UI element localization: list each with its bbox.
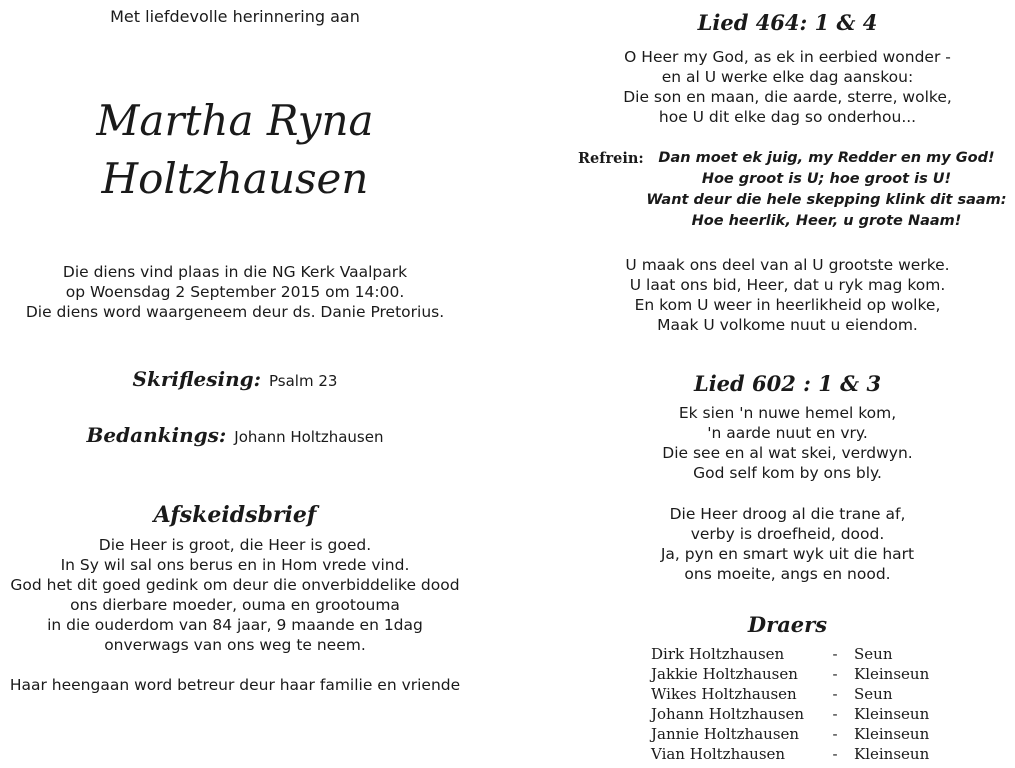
refrain-line: Want deur die hele skepping klink dit saam: [646,192,1007,208]
letter-line: in die ouderdom van 84 jaar, 9 maande en 1dag [47,616,423,634]
thanks-value: Johann Holtzhausen [234,428,384,446]
bearer-dash: - [832,645,838,663]
bearer-row [651,684,929,704]
right-page [560,0,1015,768]
bearer-relation: Seun [854,685,893,703]
letter-line: Die Heer is groot, die Heer is goed. [98,536,372,554]
bearer-name: Johann Holtzhausen [651,705,805,723]
refrain-label: Refrein: [578,150,644,167]
letter-line: ons dierbare moeder, ouma en grootouma [70,596,400,614]
bearer-relation: Kleinseun [854,725,930,743]
verse-line: U laat ons bid, Heer, dat u ryk mag kom. [629,276,946,294]
bearer-dash: - [832,745,838,763]
verse-line: Maak U volkome nuut u eiendom. [657,316,918,334]
bearers-title: Draers [747,612,828,637]
letter-line: In Sy wil sal ons berus en in Hom vrede vind. [60,556,410,574]
bearer-dash: - [832,685,838,703]
bearer-row [651,744,929,764]
verse-line: Die Heer droog al die trane af, [669,505,906,523]
verse-line: En kom U weer in heerlikheid op wolke, [634,296,941,314]
bearer-dash: - [832,705,838,723]
verse-line: 'n aarde nuut en vry. [707,424,868,442]
bearer-name: Jannie Holtzhausen [651,725,800,743]
bearer-dash: - [832,665,838,683]
bearer-name: Wikes Holtzhausen [651,685,797,703]
refrain-line: Hoe heerlik, Heer, u grote Naam! [691,213,962,229]
hymn-2-title: Lied 602 : 1 & 3 [693,371,882,396]
farewell-letter [0,535,470,695]
spacer [0,655,470,675]
thanks [0,423,470,447]
thanks-label: Bedankings: [86,423,227,447]
bearer-row [651,644,929,664]
verse-line: ons moeite, angs en nood. [684,565,891,583]
verse-line: God self kom by ons bly. [693,464,882,482]
reading-label: Skriflesing: [132,367,262,391]
reading-value: Psalm 23 [269,372,338,390]
verse-line: en al U werke elke dag aanskou: [661,68,914,86]
bearer-relation: Kleinseun [854,745,930,763]
service-line: op Woensdag 2 September 2015 om 14:00. [65,283,405,301]
bearer-relation: Seun [854,645,893,663]
bearer-row [651,704,929,724]
verse-line: Die son en maan, die aarde, sterre, wolke, [623,88,952,106]
left-page [0,0,470,768]
closing-line: Haar heengaan word betreur deur haar familie en vriende [9,676,461,694]
bearer-name: Vian Holtzhausen [651,745,786,763]
name-line-2: Holtzhausen [101,154,369,203]
verse-line: hoe U dit elke dag so onderhou... [658,108,917,126]
verse-line: U maak ons deel van al U grootste werke. [625,256,950,274]
farewell-title: Afskeidsbrief [153,502,317,528]
verse-line: Die see en al wat skei, verdwyn. [662,444,913,462]
service-details [0,262,470,322]
intro-text: Met liefdevolle herinnering aan [110,7,360,26]
bearer-name: Jakkie Holtzhausen [651,665,798,683]
hymn-1-verse-1 [560,47,1015,127]
name-line-1: Martha Ryna [96,96,374,145]
hymn-1-title: Lied 464: 1 & 4 [697,10,878,35]
bearer-row [651,664,929,684]
refrain-line: Hoe groot is U; hoe groot is U! [701,171,952,187]
verse-line: O Heer my God, as ek in eerbied wonder - [624,48,951,66]
verse-line: verby is droefheid, dood. [690,525,885,543]
bearer-relation: Kleinseun [854,665,930,683]
scripture-reading [0,367,470,391]
spacer [560,483,1015,504]
verse-line: Ja, pyn en smart wyk uit die hart [660,545,915,563]
refrain-line: Dan moet ek juig, my Redder en my God! [658,150,995,166]
refrain-text [638,148,1015,232]
deceased-name [0,92,470,208]
bearer-row [651,724,929,744]
letter-line: onverwags van ons weg te neem. [104,636,366,654]
bearers-table [651,644,929,764]
bearer-relation: Kleinseun [854,705,930,723]
bearer-name: Dirk Holtzhausen [651,645,785,663]
hymn-2-verses [560,403,1015,584]
bearer-dash: - [832,725,838,743]
verse-line: Ek sien 'n nuwe hemel kom, [678,404,897,422]
hymn-1-verse-2 [560,255,1015,335]
service-line: Die diens word waargeneem deur ds. Danie Pretorius. [25,303,445,321]
service-line: Die diens vind plaas in die NG Kerk Vaalpark [62,263,408,281]
letter-line: God het dit goed gedink om deur die onverbiddelike dood [10,576,460,594]
